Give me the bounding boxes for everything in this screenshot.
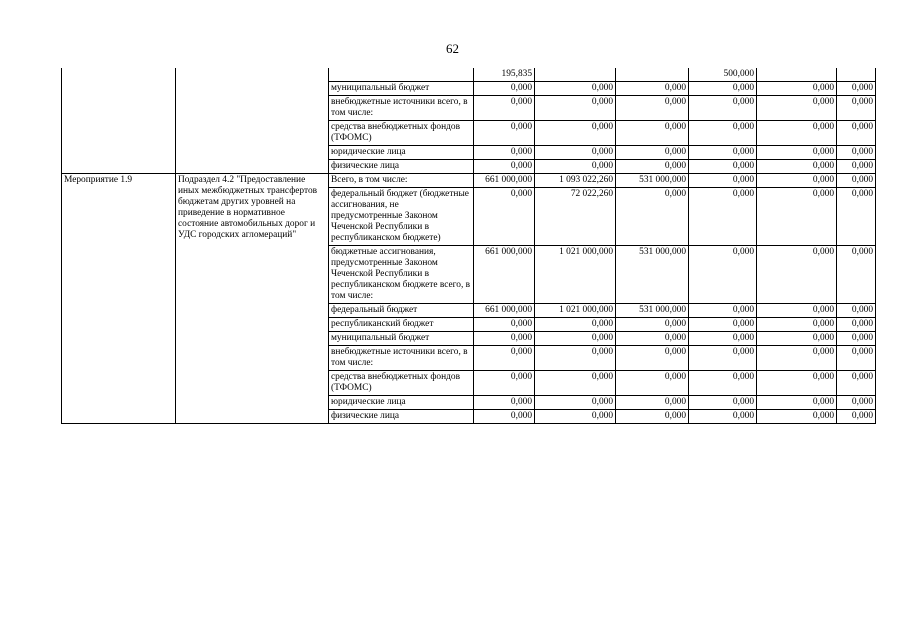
value-cell-6: 0,000	[837, 188, 876, 246]
source-label: физические лица	[329, 410, 474, 424]
value-cell-4: 0,000	[689, 318, 757, 332]
value-cell-3: 0,000	[616, 396, 689, 410]
source-label	[329, 68, 474, 82]
source-label: юридические лица	[329, 396, 474, 410]
source-label: средства внебюджетных фондов (ТФОМС)	[329, 121, 474, 146]
value-cell-6: 0,000	[837, 96, 876, 121]
value-cell-4: 0,000	[689, 410, 757, 424]
value-cell-5: 0,000	[757, 82, 837, 96]
value-cell-1: 0,000	[474, 188, 535, 246]
value-cell-5: 0,000	[757, 304, 837, 318]
value-cell-4: 0,000	[689, 304, 757, 318]
source-label: Всего, в том числе:	[329, 174, 474, 188]
value-cell-3: 0,000	[616, 121, 689, 146]
value-cell-5: 0,000	[757, 410, 837, 424]
value-cell-3: 0,000	[616, 82, 689, 96]
table-row	[62, 174, 876, 188]
source-label: физические лица	[329, 160, 474, 174]
value-cell-6	[837, 68, 876, 82]
value-cell-5: 0,000	[757, 246, 837, 304]
description-cell-prev	[176, 68, 329, 174]
activity-description: Подраздел 4.2 "Предоставление иных межбюджетных трансфертов бюджетам других уровней на приведение в нормативное состояние автомобильных дорог и УДС городских агломераций"	[176, 174, 329, 424]
value-cell-4: 0,000	[689, 371, 757, 396]
value-cell-4: 0,000	[689, 332, 757, 346]
value-cell-2: 0,000	[535, 82, 616, 96]
value-cell-2: 0,000	[535, 96, 616, 121]
value-cell-4: 0,000	[689, 188, 757, 246]
value-cell-6: 0,000	[837, 160, 876, 174]
value-cell-3: 0,000	[616, 371, 689, 396]
value-cell-5: 0,000	[757, 396, 837, 410]
value-cell-2: 0,000	[535, 396, 616, 410]
value-cell-1: 0,000	[474, 96, 535, 121]
value-cell-1: 0,000	[474, 332, 535, 346]
value-cell-1: 0,000	[474, 121, 535, 146]
value-cell-6: 0,000	[837, 332, 876, 346]
value-cell-2: 1 093 022,260	[535, 174, 616, 188]
value-cell-4: 0,000	[689, 346, 757, 371]
value-cell-2: 0,000	[535, 121, 616, 146]
value-cell-5: 0,000	[757, 346, 837, 371]
value-cell-2: 0,000	[535, 146, 616, 160]
value-cell-2: 0,000	[535, 160, 616, 174]
value-cell-6: 0,000	[837, 304, 876, 318]
value-cell-5: 0,000	[757, 332, 837, 346]
value-cell-6: 0,000	[837, 246, 876, 304]
value-cell-3: 0,000	[616, 318, 689, 332]
value-cell-1: 661 000,000	[474, 174, 535, 188]
table-body	[62, 68, 876, 424]
value-cell-1: 0,000	[474, 396, 535, 410]
budget-table	[61, 68, 876, 424]
value-cell-3: 0,000	[616, 332, 689, 346]
source-label: республиканский бюджет	[329, 318, 474, 332]
value-cell-4: 0,000	[689, 160, 757, 174]
value-cell-4: 0,000	[689, 174, 757, 188]
table-row	[62, 68, 876, 82]
source-label: внебюджетные источники всего, в том числе:	[329, 96, 474, 121]
value-cell-3: 531 000,000	[616, 246, 689, 304]
source-label: средства внебюджетных фондов (ТФОМС)	[329, 371, 474, 396]
value-cell-4: 0,000	[689, 96, 757, 121]
value-cell-5: 0,000	[757, 371, 837, 396]
value-cell-3: 0,000	[616, 96, 689, 121]
source-label: муниципальный бюджет	[329, 332, 474, 346]
value-cell-3	[616, 68, 689, 82]
value-cell-5: 0,000	[757, 121, 837, 146]
value-cell-3: 0,000	[616, 146, 689, 160]
value-cell-5: 0,000	[757, 188, 837, 246]
value-cell-3: 0,000	[616, 410, 689, 424]
value-cell-2: 0,000	[535, 318, 616, 332]
value-cell-2: 0,000	[535, 410, 616, 424]
value-cell-2: 0,000	[535, 371, 616, 396]
value-cell-4: 0,000	[689, 146, 757, 160]
value-cell-2: 1 021 000,000	[535, 246, 616, 304]
value-cell-2: 0,000	[535, 332, 616, 346]
value-cell-1: 661 000,000	[474, 246, 535, 304]
source-label: муниципальный бюджет	[329, 82, 474, 96]
value-cell-1: 661 000,000	[474, 304, 535, 318]
source-label: юридические лица	[329, 146, 474, 160]
page-number: 62	[446, 41, 459, 56]
value-cell-3: 531 000,000	[616, 174, 689, 188]
source-label: федеральный бюджет (бюджетные ассигнования, не предусмотренные Законом Чеченской Республики в республиканском бюджете)	[329, 188, 474, 246]
activity-name: Мероприятие 1.9	[62, 174, 176, 424]
value-cell-5: 0,000	[757, 160, 837, 174]
value-cell-6: 0,000	[837, 396, 876, 410]
value-cell-1: 195,835	[474, 68, 535, 82]
value-cell-1: 0,000	[474, 410, 535, 424]
value-cell-6: 0,000	[837, 82, 876, 96]
value-cell-4: 0,000	[689, 82, 757, 96]
value-cell-5	[757, 68, 837, 82]
source-label: внебюджетные источники всего, в том числе:	[329, 346, 474, 371]
source-label: бюджетные ассигнования, предусмотренные Законом Чеченской Республики в республиканском бюджете всего, в том числе:	[329, 246, 474, 304]
value-cell-2: 1 021 000,000	[535, 304, 616, 318]
value-cell-4: 0,000	[689, 246, 757, 304]
value-cell-6: 0,000	[837, 371, 876, 396]
value-cell-1: 0,000	[474, 371, 535, 396]
value-cell-6: 0,000	[837, 174, 876, 188]
value-cell-6: 0,000	[837, 410, 876, 424]
value-cell-1: 0,000	[474, 318, 535, 332]
value-cell-2	[535, 68, 616, 82]
value-cell-6: 0,000	[837, 121, 876, 146]
value-cell-4: 0,000	[689, 121, 757, 146]
value-cell-3: 531 000,000	[616, 304, 689, 318]
value-cell-1: 0,000	[474, 82, 535, 96]
value-cell-5: 0,000	[757, 174, 837, 188]
value-cell-4: 0,000	[689, 396, 757, 410]
value-cell-6: 0,000	[837, 318, 876, 332]
value-cell-5: 0,000	[757, 146, 837, 160]
value-cell-1: 0,000	[474, 160, 535, 174]
source-label: федеральный бюджет	[329, 304, 474, 318]
value-cell-6: 0,000	[837, 146, 876, 160]
value-cell-1: 0,000	[474, 346, 535, 371]
activity-cell-prev	[62, 68, 176, 174]
value-cell-5: 0,000	[757, 96, 837, 121]
value-cell-3: 0,000	[616, 188, 689, 246]
value-cell-6: 0,000	[837, 346, 876, 371]
value-cell-5: 0,000	[757, 318, 837, 332]
value-cell-2: 72 022,260	[535, 188, 616, 246]
value-cell-1: 0,000	[474, 146, 535, 160]
value-cell-3: 0,000	[616, 346, 689, 371]
value-cell-3: 0,000	[616, 160, 689, 174]
value-cell-4: 500,000	[689, 68, 757, 82]
value-cell-2: 0,000	[535, 346, 616, 371]
